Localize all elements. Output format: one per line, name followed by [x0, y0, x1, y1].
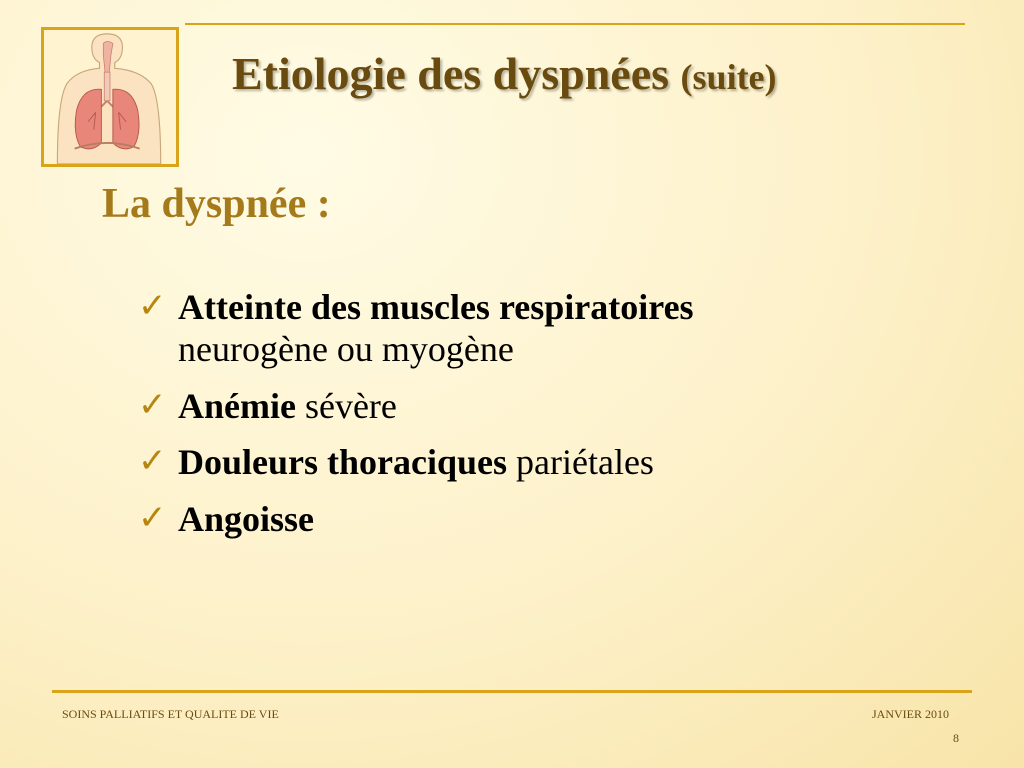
slide-title: [232, 48, 777, 101]
slide-title-main: Etiologie des dyspnées: [232, 48, 670, 99]
page-number: 8: [953, 731, 959, 745]
footer-left-text: SOINS PALLIATIFS ET QUALITE DE VIE: [62, 707, 279, 721]
bullet-item: [138, 498, 958, 540]
checkmark-icon: ✓: [138, 497, 167, 538]
checkmark-icon: ✓: [138, 286, 167, 326]
bullet-bold-text: Anémie: [178, 385, 296, 426]
bullet-bold-text: Angoisse: [178, 498, 315, 539]
slide-subtitle: La dyspnée :: [102, 181, 331, 227]
respiratory-system-icon: [44, 30, 176, 164]
bullet-bold-text: Atteinte des muscles respiratoires: [178, 287, 694, 327]
bullet-list: [138, 286, 958, 554]
footer-date: JANVIER 2010: [872, 707, 949, 721]
top-divider: [185, 23, 965, 25]
illustration-frame: [41, 27, 179, 167]
bullet-normal-text: sévère: [304, 385, 397, 426]
bottom-divider: [52, 690, 972, 693]
slide-title-suffix: (suite): [680, 57, 777, 97]
bullet-normal-text: pariétales: [516, 442, 654, 483]
checkmark-icon: ✓: [138, 384, 167, 425]
bullet-item: [138, 286, 958, 371]
bullet-bold-text: Douleurs thoraciques: [178, 442, 508, 483]
bullet-item: [138, 385, 958, 427]
bullet-item: [138, 441, 958, 483]
bullet-continuation: neurogène ou myogène: [178, 329, 514, 370]
checkmark-icon: ✓: [138, 441, 167, 482]
